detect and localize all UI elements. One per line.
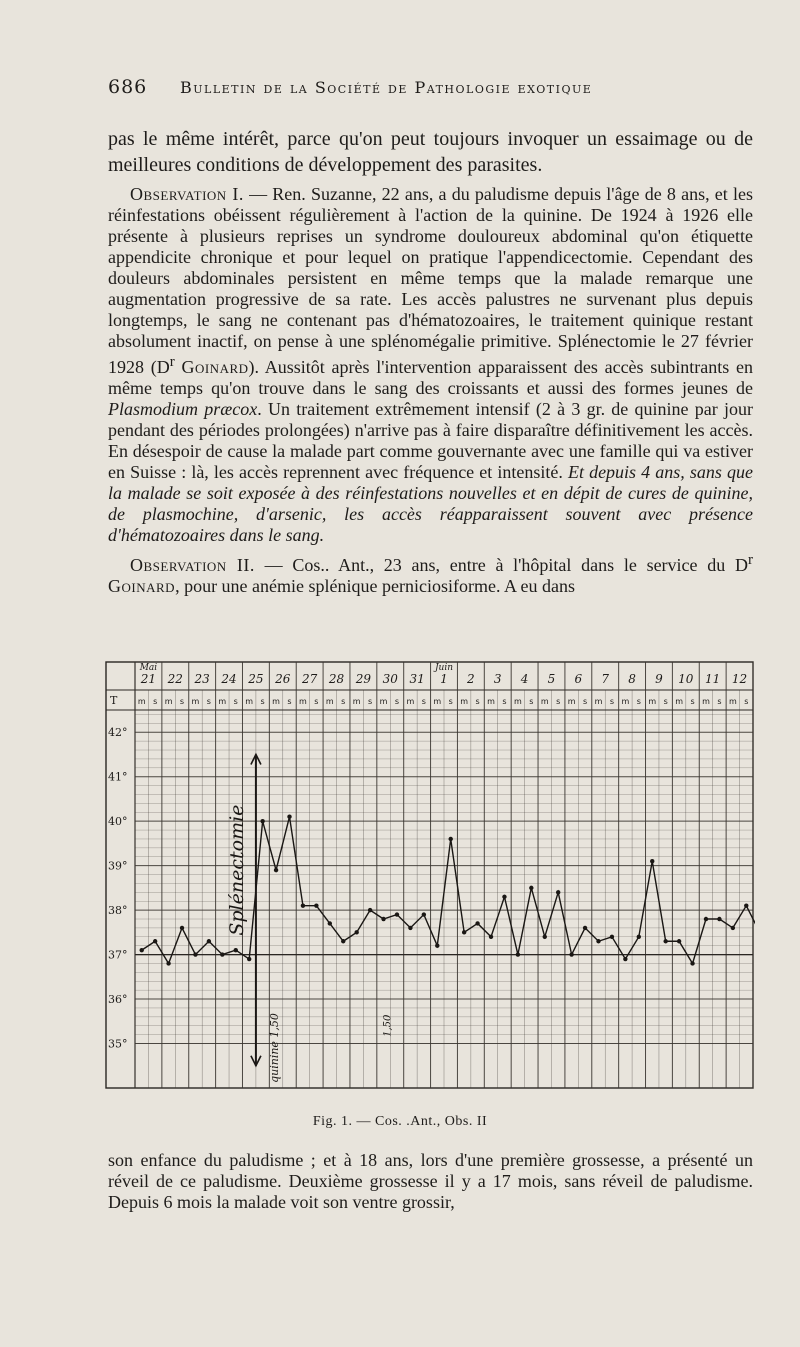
y-tick-label: 37°: [108, 948, 128, 962]
subcolumn-label: s: [636, 697, 641, 706]
subcolumn-label: m: [513, 697, 522, 706]
subcolumn-label: s: [582, 697, 588, 706]
temperature-point: [260, 819, 264, 823]
temperature-point: [717, 917, 721, 921]
temperature-point: [449, 837, 453, 841]
temperature-point: [663, 939, 667, 943]
day-label: 10: [678, 672, 694, 686]
day-label: 2: [467, 672, 475, 686]
observation-1-text-b: ). Aussitôt après l'intervention apparaissent des accès subintrants en même temps qu'on trouve dans le sang des croissants et aussi des formes jeunes de: [108, 357, 753, 398]
temperature-point: [314, 903, 318, 907]
temperature-point: [569, 952, 573, 956]
subcolumn-label: s: [609, 697, 615, 706]
day-label: 25: [248, 672, 264, 686]
temperature-point: [596, 939, 600, 943]
day-label: 4: [520, 672, 529, 686]
chart-border: [106, 662, 753, 1088]
subcolumn-label: m: [325, 697, 334, 706]
subcolumn-label: m: [487, 697, 495, 706]
subcolumn-label: s: [529, 697, 534, 706]
temperature-point: [650, 859, 654, 863]
observation-2-paragraph: [108, 550, 753, 597]
text-block-top: [108, 126, 753, 597]
day-label: 12: [731, 672, 748, 686]
observation-2-text-b: , pour une anémie splénique perniciosiforme. A eu dans: [175, 576, 575, 596]
temperature-point: [368, 908, 372, 912]
quinine-annotation: quinine 1,50: [267, 1013, 281, 1083]
subcolumn-label: m: [702, 697, 710, 706]
observation-1-text-c: . Un traitement extrêmement intensif (2 à 3 gr. de quinine par jour pendant des périodes prolongées) n'arrive pas à faire disparaître définitivement les accès. En désespoir de cause la malade part comme gouvernante avec une famille qui va estiver en Suisse : là, les accès reprennent avec fréquence et intensité.: [108, 399, 753, 482]
subcolumn-label: m: [728, 697, 737, 706]
y-tick-label: 35°: [108, 1037, 128, 1051]
subcolumn-label: m: [540, 697, 549, 706]
subcolumn-label: s: [690, 697, 695, 706]
day-label: 7: [601, 672, 610, 686]
temperature-point: [140, 948, 144, 952]
y-tick-label: 40°: [108, 815, 128, 829]
temperature-point: [153, 939, 157, 943]
observation-2-label: Observation II.: [130, 555, 255, 575]
subcolumn-label: s: [502, 697, 507, 706]
day-label: 8: [628, 672, 636, 686]
day-label: 31: [409, 672, 425, 686]
day-label: 22: [167, 672, 183, 686]
temperature-point: [234, 948, 238, 952]
subcolumn-label: s: [341, 697, 346, 706]
y-tick-label: 38°: [108, 904, 128, 918]
doctor-superscript: r: [169, 354, 175, 370]
subcolumn-label: s: [368, 697, 373, 706]
day-label: 1: [440, 672, 448, 686]
subcolumn-label: s: [744, 697, 749, 706]
day-label: 23: [194, 672, 210, 686]
temperature-point: [274, 868, 278, 872]
temperature-point: [475, 921, 479, 925]
subcolumn-label: m: [675, 697, 684, 706]
dose-annotation: 1,50: [382, 1014, 394, 1037]
observation-2-text-a: — Cos.. Ant., 23 ans, entre à l'hôpital dans le service du D: [254, 555, 748, 575]
temperature-point: [247, 957, 251, 961]
y-tick-label: 36°: [108, 993, 128, 1007]
row-label-t: T: [110, 694, 118, 707]
y-tick-label: 39°: [108, 859, 128, 873]
page-header: [108, 76, 758, 98]
temperature-point: [556, 890, 560, 894]
day-label: 27: [302, 672, 318, 686]
day-label: 21: [140, 672, 157, 686]
temperature-chart-svg: [105, 660, 755, 1090]
doctor-name-2: Goinard: [108, 576, 176, 596]
subcolumn-label: m: [460, 697, 469, 706]
temperature-point: [583, 926, 587, 930]
temperature-point: [287, 815, 291, 819]
day-label: 6: [574, 672, 583, 686]
subcolumn-label: m: [594, 697, 603, 706]
figure-caption: Fig. 1. — Cos. .Ant., Obs. II: [312, 1114, 488, 1129]
subcolumn-label: s: [475, 697, 480, 706]
temperature-point: [704, 917, 708, 921]
subcolumn-label: s: [179, 697, 185, 706]
temperature-point: [529, 886, 533, 890]
subcolumn-label: m: [621, 697, 630, 706]
day-label: 3: [493, 672, 502, 686]
species-name: Plasmodium præcox: [108, 399, 258, 419]
subcolumn-label: s: [556, 697, 561, 706]
subcolumn-label: m: [272, 697, 280, 706]
continuation-paragraph: son enfance du paludisme ; et à 18 ans, lors d'une première grossesse, a présenté un réveil de ce paludisme. Deuxième grossesse il y a 17 mois, sans réveil de paludisme. Depuis 6 mois la malade voit son ventre grossir,: [108, 1150, 753, 1212]
subcolumn-label: m: [406, 697, 415, 706]
temperature-point: [637, 935, 641, 939]
y-tick-label: 41°: [108, 770, 128, 784]
text-block-bottom: [108, 1150, 753, 1213]
temperature-point: [166, 961, 170, 965]
doctor-name: Goinard: [181, 357, 249, 377]
temperature-point: [435, 943, 439, 947]
subcolumn-label: m: [433, 697, 442, 706]
month-label: Juin: [434, 663, 454, 673]
subcolumn-label: m: [137, 697, 146, 706]
temperature-point: [207, 939, 211, 943]
page-number: 686: [108, 76, 148, 98]
temperature-point: [328, 921, 332, 925]
temperature-point: [180, 926, 184, 930]
temperature-point: [610, 935, 614, 939]
temperature-point: [502, 895, 506, 899]
subcolumn-label: s: [206, 697, 211, 706]
subcolumn-label: s: [448, 697, 453, 706]
running-head: Bulletin de la Société de Pathologie exotique: [180, 78, 593, 97]
temperature-point: [408, 926, 412, 930]
temperature-point: [422, 912, 426, 916]
temperature-chart: [105, 660, 755, 1090]
temperature-point: [395, 912, 399, 916]
temperature-point: [193, 952, 197, 956]
temperature-point: [543, 935, 547, 939]
subcolumn-label: m: [352, 697, 361, 706]
subcolumn-label: s: [717, 697, 722, 706]
day-label: 26: [275, 672, 291, 686]
subcolumn-label: s: [287, 697, 292, 706]
splenectomy-annotation: Splénectomie: [225, 804, 248, 936]
observation-1-italic: Et depuis 4 ans, sans que la malade se soit exposée à des réinfestations nouvelles et en dépit de cures de quinine, de plasmochine, d'arsenic, les accès réapparaissent souvent avec présence d'hématozoaires dans le sang.: [108, 462, 753, 545]
subcolumn-label: m: [191, 697, 200, 706]
temperature-point: [381, 917, 385, 921]
temperature-point: [690, 961, 694, 965]
subcolumn-label: m: [299, 697, 307, 706]
subcolumn-label: m: [648, 697, 657, 706]
temperature-point: [220, 952, 224, 956]
subcolumn-label: s: [394, 697, 400, 706]
day-label: 9: [655, 672, 663, 686]
subcolumn-label: s: [314, 697, 319, 706]
intro-paragraph: pas le même intérêt, parce qu'on peut toujours invoquer un essaimage ou de meilleures conditions de développement des parasites.: [108, 128, 753, 176]
day-label: 29: [355, 672, 372, 686]
subcolumn-label: s: [233, 697, 238, 706]
subcolumn-label: m: [379, 697, 388, 706]
temperature-point: [516, 952, 520, 956]
temperature-point: [462, 930, 466, 934]
doctor-superscript-2: r: [747, 552, 753, 568]
subcolumn-label: m: [245, 697, 254, 706]
temperature-point: [744, 903, 748, 907]
temperature-point: [341, 939, 345, 943]
observation-1-label: Observation I.: [130, 184, 244, 204]
day-label: 11: [705, 672, 721, 686]
temperature-point: [354, 930, 358, 934]
subcolumn-label: s: [663, 697, 668, 706]
month-label: Mai: [139, 663, 158, 673]
temperature-point: [731, 926, 735, 930]
day-label: 24: [221, 672, 237, 686]
subcolumn-label: m: [567, 697, 576, 706]
subcolumn-label: s: [260, 697, 265, 706]
observation-1-paragraph: [108, 184, 753, 546]
subcolumn-label: m: [164, 697, 173, 706]
observation-1-text-a: — Ren. Suzanne, 22 ans, a du paludisme depuis l'âge de 8 ans, et les réinfestations obéissent régulièrement à l'action de la quinine. De 1924 à 1926 elle présente à plusieurs reprises un syndrome douloureux abdominal qu'on étiquette appendicite chronique et pour lequel on pratique l'appendicectomie. Cependant des douleurs abdominales persistent en même temps que la malade remarque une augmentation progressive de sa rate. Les accès palustres ne survenant plus depuis longtemps, le sang ne contenant pas d'hématozoaires, le traitement quinique restant absolument inactif, on pense à une splénomégalie primitive. Splénectomie le 27 février 1928 (D: [108, 184, 753, 377]
y-tick-label: 42°: [108, 726, 128, 740]
temperature-point: [677, 939, 681, 943]
subcolumn-label: m: [218, 697, 227, 706]
day-label: 30: [382, 672, 398, 686]
temperature-point: [301, 903, 305, 907]
day-label: 5: [547, 672, 556, 686]
temperature-point: [623, 957, 627, 961]
subcolumn-label: s: [153, 697, 158, 706]
subcolumn-label: s: [421, 697, 426, 706]
day-label: 28: [328, 672, 345, 686]
temperature-point: [489, 935, 493, 939]
